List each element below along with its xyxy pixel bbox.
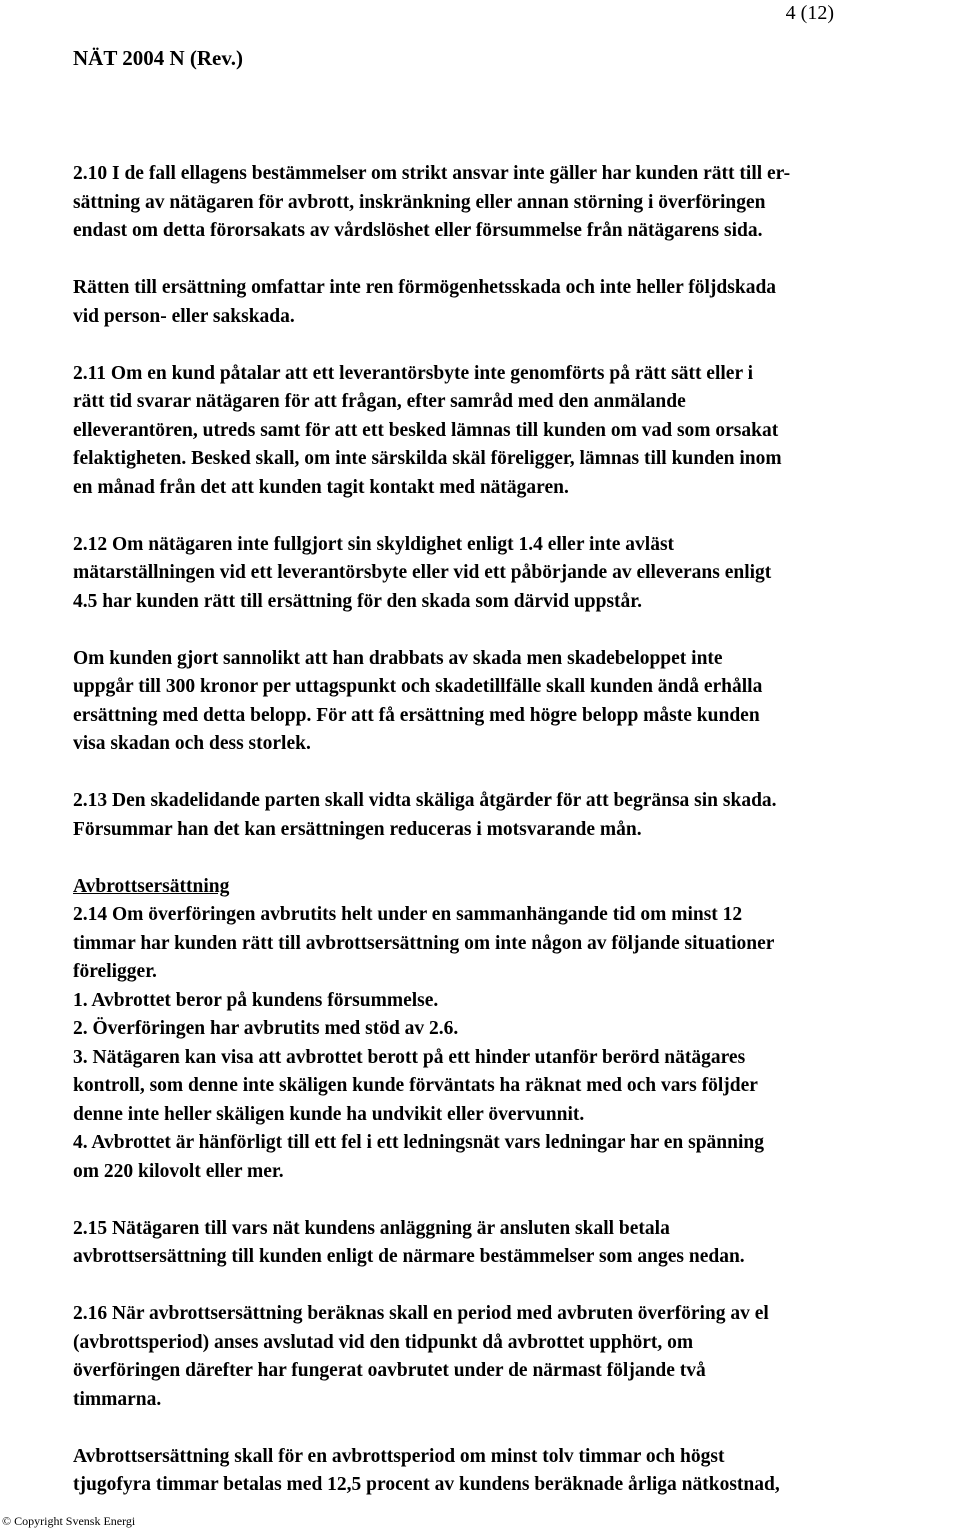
paragraph-2-11 xyxy=(73,360,945,503)
paragraph-2-13 xyxy=(73,787,945,844)
text-line: timmarna. xyxy=(73,1388,162,1410)
paragraph-2-10 xyxy=(73,160,945,246)
text-line: mätarställningen vid ett leverantörsbyte eller vid ett påbörjande av elleverans enligt xyxy=(73,562,772,583)
text-line: ersättning med detta belopp. För att få ersättning med högre belopp måste kunden xyxy=(73,704,760,726)
text-line: vid person- eller sakskada. xyxy=(73,305,295,327)
text-line: endast om detta förorsakats av vårdslöshet eller försummelse från nätägarens sida. xyxy=(73,220,763,241)
text-line: 4.5 har kunden rätt till ersättning för den skada som därvid uppstår. xyxy=(73,590,643,612)
list-item: 1. Avbrottet beror på kundens försummelse. xyxy=(73,989,439,1011)
text-line: överföringen därefter har fungerat oavbrutet under de närmast följande två xyxy=(73,1360,706,1381)
paragraph-2-14 xyxy=(73,901,945,1186)
text-line: visa skadan och dess storlek. xyxy=(73,733,311,754)
text-line: en månad från det att kunden tagit kontakt med nätägaren. xyxy=(73,476,569,498)
text-line: 2.12 Om nätägaren inte fullgjort sin skyldighet enligt 1.4 eller inte avläst xyxy=(73,533,675,555)
text-line: 2.15 Nätägaren till vars nät kundens anläggning är ansluten skall betala xyxy=(73,1217,670,1239)
text-line: om 220 kilovolt eller mer. xyxy=(73,1160,284,1182)
text-line: rätt tid svarar nätägaren för att frågan, efter samråd med den anmälande xyxy=(73,391,686,412)
text-line: Rätten till ersättning omfattar inte ren förmögenhetsskada och inte heller följdskada xyxy=(73,277,777,298)
text-line: Avbrottsersättning skall för en avbrottsperiod om minst tolv timmar och högst xyxy=(73,1445,725,1467)
text-line: Försummar han det kan ersättningen reduceras i motsvarande mån. xyxy=(73,818,642,840)
list-item: 4. Avbrottet är hänförligt till ett fel i ett ledningsnät vars ledningar har en spänning xyxy=(73,1132,765,1153)
text-line: (avbrottsperiod) anses avslutad vid den tidpunkt då avbrottet upphört, om xyxy=(73,1331,694,1353)
paragraph-2-15 xyxy=(73,1215,945,1272)
list-item: 2. Överföringen har avbrutits med stöd av 2.6. xyxy=(73,1018,459,1039)
text-line: föreligger. xyxy=(73,961,157,982)
text-line: 2.13 Den skadelidande parten skall vidta skäliga åtgärder för att begränsa sin skada. xyxy=(73,790,777,811)
text-line: avbrottsersättning till kunden enligt de närmare bestämmelser som anges nedan. xyxy=(73,1246,745,1267)
paragraph-ersattning-scope xyxy=(73,274,945,331)
paragraph-minimum-compensation xyxy=(73,645,945,759)
section-heading: Avbrottsersättning xyxy=(73,875,230,897)
text-line: Om kunden gjort sannolikt att han drabbats av skada men skadebeloppet inte xyxy=(73,647,723,669)
page-number: 4 (12) xyxy=(785,2,834,24)
text-line: kontroll, som denne inte skäligen kunde förväntats ha räknat med och vars följder xyxy=(73,1075,758,1096)
text-line: sättning av nätägaren för avbrott, inskränkning eller annan störning i överföringen xyxy=(73,191,766,213)
text-line: elleverantören, utreds samt för att ett besked lämnas till kunden om vad som orsakat xyxy=(73,419,779,441)
text-line: 2.10 I de fall ellagens bestämmelser om strikt ansvar inte gäller har kunden rätt till er- xyxy=(73,163,791,184)
text-line: 2.11 Om en kund påtalar att ett leverantörsbyte inte genomförts på rätt sätt eller i xyxy=(73,362,754,384)
document-id: NÄT 2004 N (Rev.) xyxy=(73,46,243,70)
paragraph-2-12 xyxy=(73,531,945,617)
text-line: 2.14 Om överföringen avbrutits helt under en sammanhängande tid om minst 12 xyxy=(73,904,743,925)
copyright-footer: © Copyright Svensk Energi xyxy=(2,1514,136,1528)
text-line: denne inte heller skäligen kunde ha undvikit eller övervunnit. xyxy=(73,1103,585,1125)
paragraph-avbrottsersattning-rate xyxy=(73,1443,945,1500)
list-item: 3. Nätägaren kan visa att avbrottet berott på ett hinder utanför berörd nätägares xyxy=(73,1046,746,1068)
text-line: felaktigheten. Besked skall, om inte särskilda skäl föreligger, lämnas till kunden inom xyxy=(73,448,782,469)
paragraph-2-16 xyxy=(73,1300,945,1414)
text-line: 2.16 När avbrottsersättning beräknas skall en period med avbruten överföring av el xyxy=(73,1303,769,1324)
document-body xyxy=(73,160,945,1500)
text-line: tjugofyra timmar betalas med 12,5 procent av kundens beräknade årliga nätkostnad, xyxy=(73,1474,780,1495)
text-line: uppgår till 300 kronor per uttagspunkt och skadetillfälle skall kunden ändå erhålla xyxy=(73,676,763,697)
text-line: timmar har kunden rätt till avbrottsersättning om inte någon av följande situationer xyxy=(73,932,775,954)
